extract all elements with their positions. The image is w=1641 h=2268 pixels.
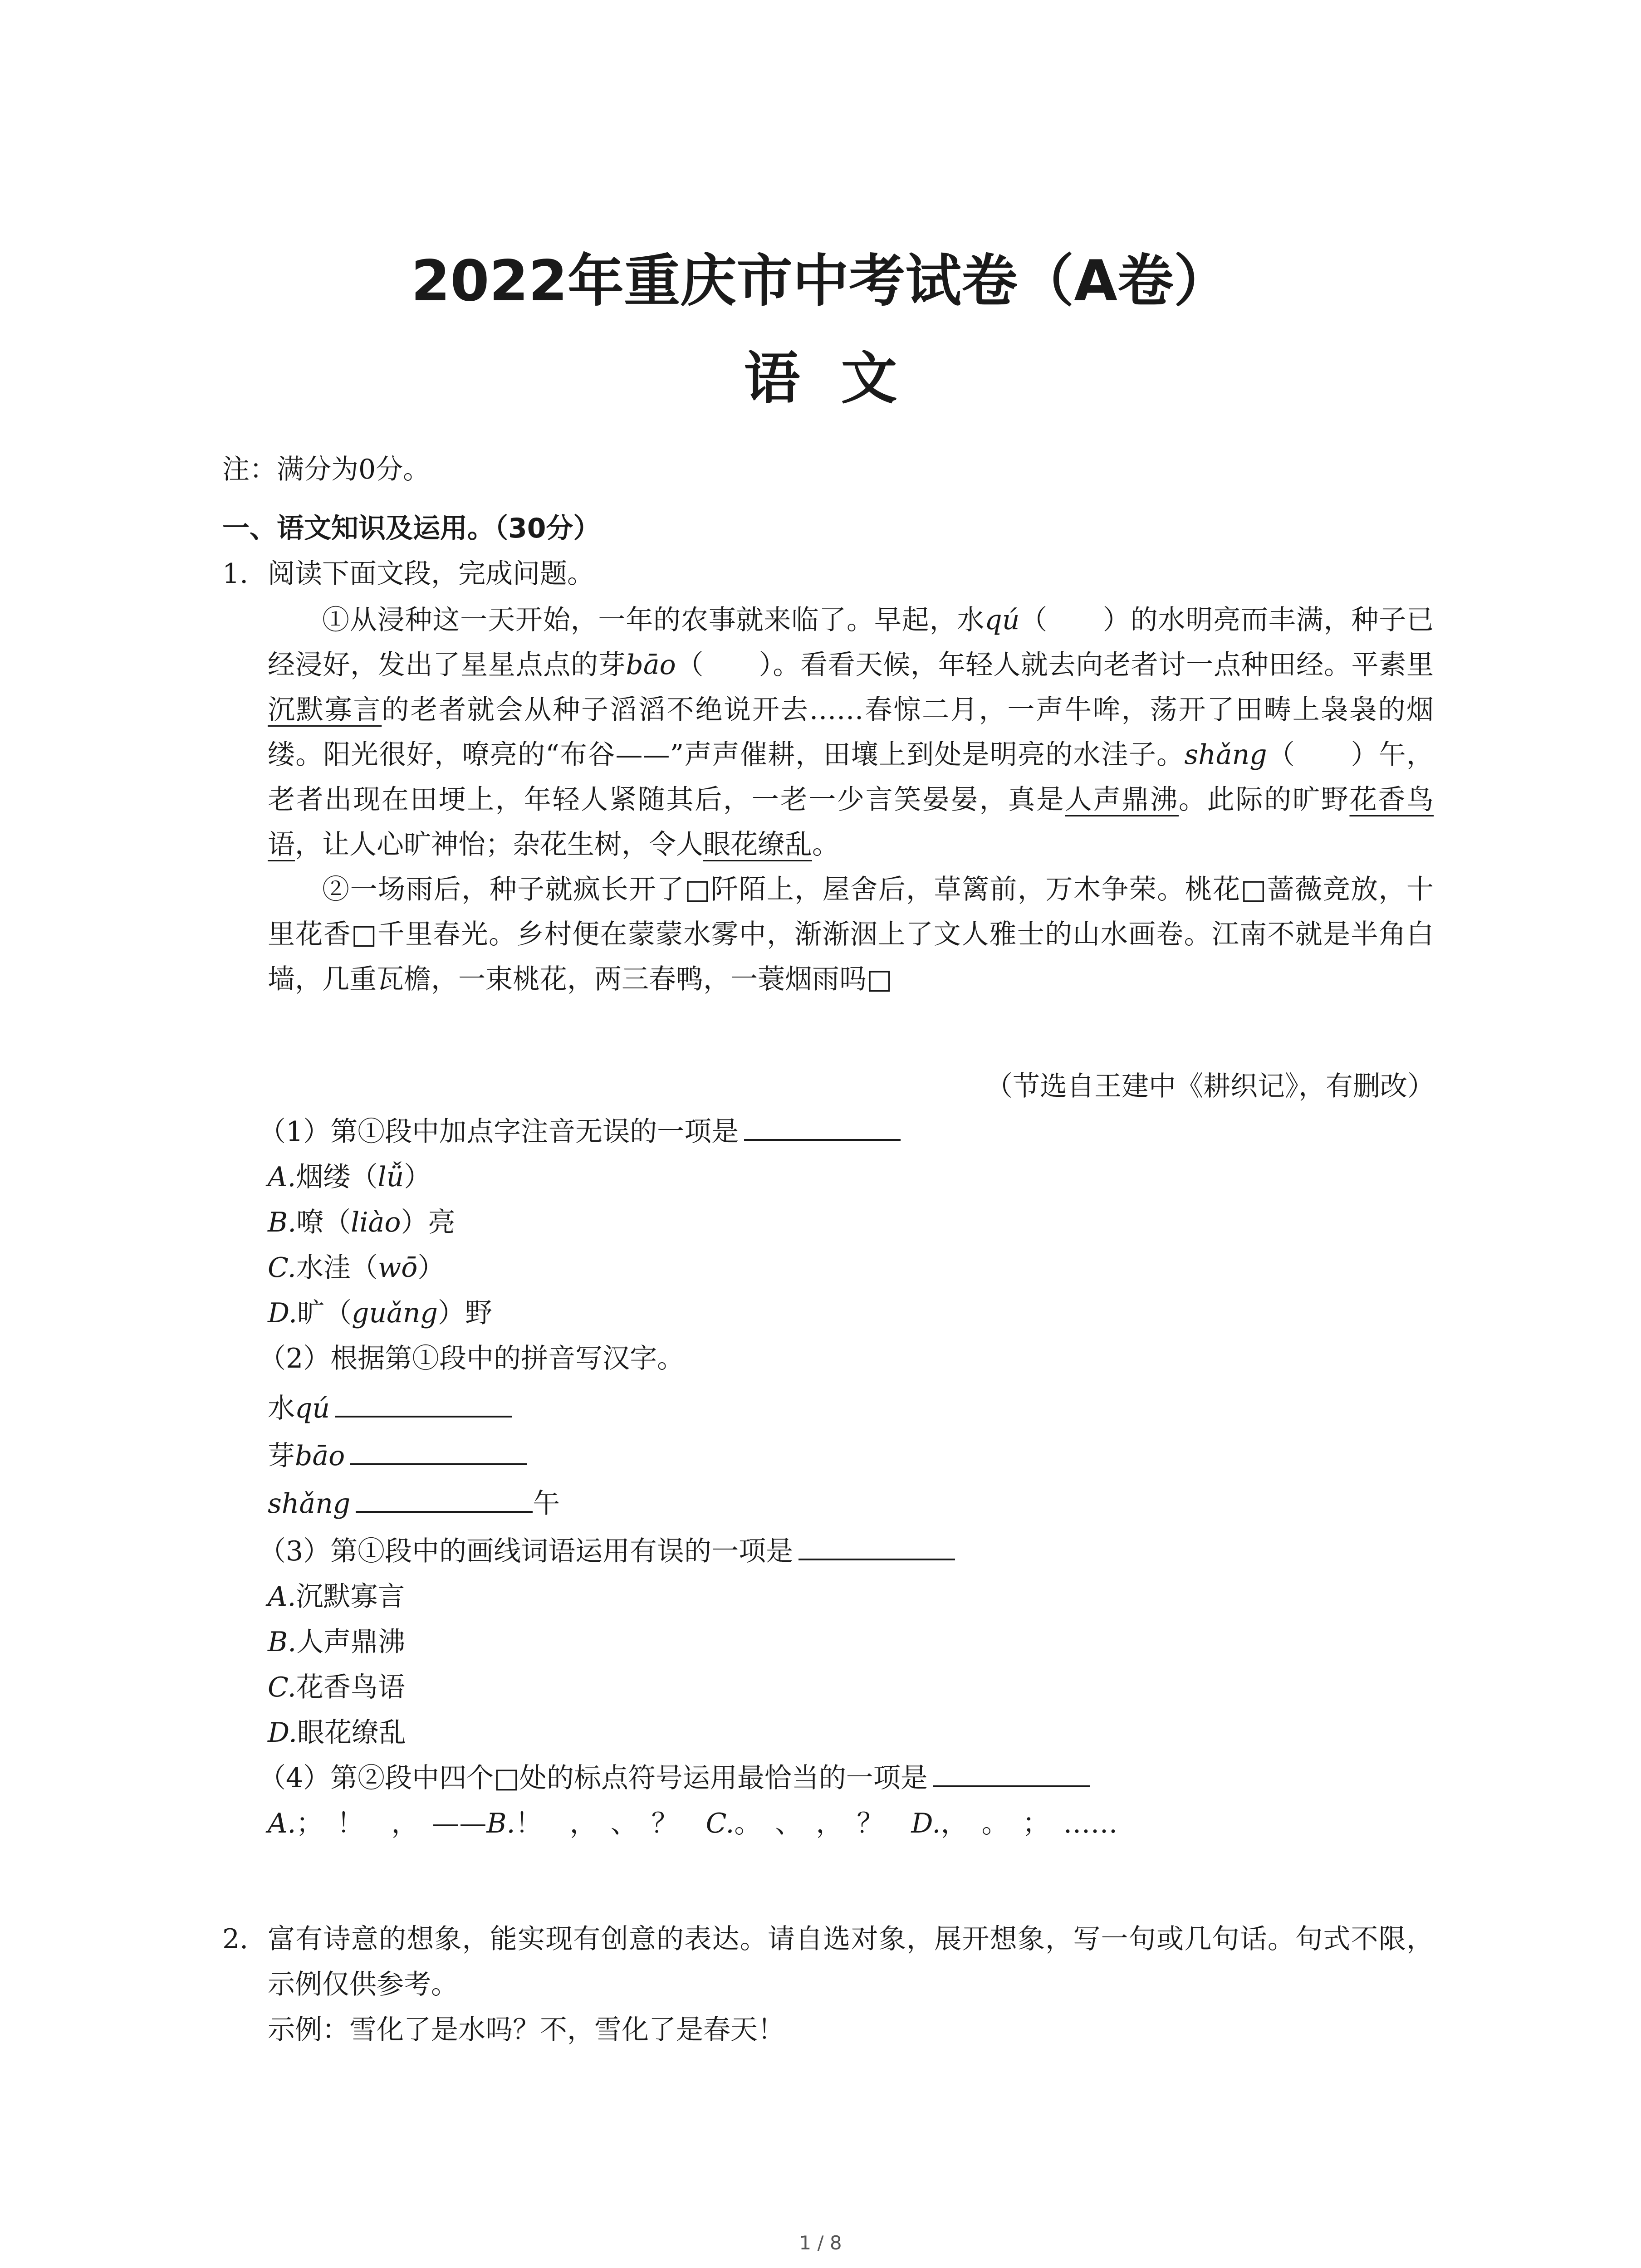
pinyin-bao: bāo (626, 649, 676, 681)
subject-title: 语文 (744, 346, 938, 411)
section-heading: 一、语文知识及运用。（30分） (222, 513, 601, 544)
option-1c: C.水洼（wō） (268, 1252, 445, 1284)
page-number: 1 / 8 (799, 2232, 842, 2254)
answer-blank-1[interactable] (744, 1111, 901, 1141)
subquestion-4: （4）第②段中四个□处的标点符号运用最恰当的一项是 (259, 1755, 1090, 1801)
question-2-number: 2. (222, 1923, 249, 1955)
underlined-word-2: 人声鼎沸 (1065, 784, 1179, 816)
fill-item-1: 水qú (268, 1386, 512, 1431)
fill-item-2: 芽bāo (268, 1433, 527, 1479)
question-2-prompt: 富有诗意的想象，能实现有创意的表达。请自选对象，展开想象，写一句或几句话。句式不限，示例仅供参考。 (268, 1923, 1434, 2000)
pinyin-qu: qú (985, 604, 1020, 636)
question-2-example: 示例：雪化了是水吗？不，雪化了是春天！ (268, 2014, 785, 2046)
underlined-word-1: 沉默寡言 (268, 694, 382, 726)
option-3b: B.人声鼎沸 (268, 1626, 406, 1658)
question-2-body (268, 1916, 1434, 2053)
option-3a: A.沉默寡言 (268, 1581, 405, 1613)
options-4: A.； ！ ， ——B.！ ， 、 ？ C.。 、 ， ？ D.， 。 ； …… (268, 1808, 1118, 1839)
option-3c: C.花香鸟语 (268, 1672, 405, 1703)
option-1b: B.嘹（liào）亮 (268, 1207, 456, 1238)
underlined-word-4: 眼花缭乱 (703, 829, 812, 860)
option-1a: A.烟缕（lǚ） (268, 1161, 431, 1193)
passage-paragraph-2: ②一场雨后，种子就疯长开了□阡陌上，屋舍后，草篱前，万木争荣。桃花□蔷薇竞放，十里花香□千里春光。乡村便在蒙蒙水雾中，渐渐洇上了文人雅士的山水画卷。江南不就是半角白墙，几重瓦檐，一束桃花，两三春鸭，一蓑烟雨吗□ (268, 874, 1434, 995)
subquestion-3: （3）第①段中的画线词语运用有误的一项是 (259, 1529, 955, 1574)
exam-title: 2022年重庆市中考试卷（A卷） (411, 249, 1230, 314)
subquestion-2: （2）根据第①段中的拼音写汉字。 (259, 1343, 685, 1374)
fill-item-3: shǎng 午 (268, 1481, 560, 1526)
answer-blank-4[interactable] (933, 1757, 1090, 1787)
reading-passage (268, 598, 1434, 1002)
passage-paragraph-1: ①从浸种这一天开始，一年的农事就来临了。早起，水qú（ ）的水明亮而丰满，种子已经浸好，发出了星星点点的芽bāo（ ）。看看天候，年轻人就去向老者讨一点种田经。平素里沉默寡言的老者就会从种子滔滔不绝说开去……春惊二月，一声牛哞，荡开了田畴上袅袅的烟缕。阳光很好，嘹亮的“布谷——”声声催耕，田壤上到处是明亮的水洼子。shǎng（ ）午，老者出现在田埂上，年轻人紧随其后，一老一少言笑晏晏，真是人声鼎沸。此际的旷野花香鸟语，让人心旷神怡；杂花生树，令人眼花缭乱。 (268, 604, 1434, 860)
pinyin-shang: shǎng (1184, 739, 1267, 771)
answer-blank-3[interactable] (798, 1530, 955, 1560)
answer-blank-2a[interactable] (335, 1388, 512, 1418)
option-1d: D.旷（guǎng）野 (268, 1297, 492, 1329)
question-1-prompt: 阅读下面文段，完成问题。 (268, 558, 594, 590)
subquestion-1: （1）第①段中加点字注音无误的一项是 (259, 1109, 901, 1154)
option-3d: D.眼花缭乱 (268, 1717, 407, 1749)
question-1-number: 1. (222, 558, 249, 590)
answer-blank-2c[interactable] (356, 1483, 533, 1513)
passage-source: （节选自王建中《耕织记》，有删改） (985, 1070, 1435, 1102)
score-note: 注：满分为0分。 (222, 454, 431, 485)
underlined-word-3: 花香鸟语 (268, 784, 1434, 860)
answer-blank-2b[interactable] (350, 1435, 527, 1465)
